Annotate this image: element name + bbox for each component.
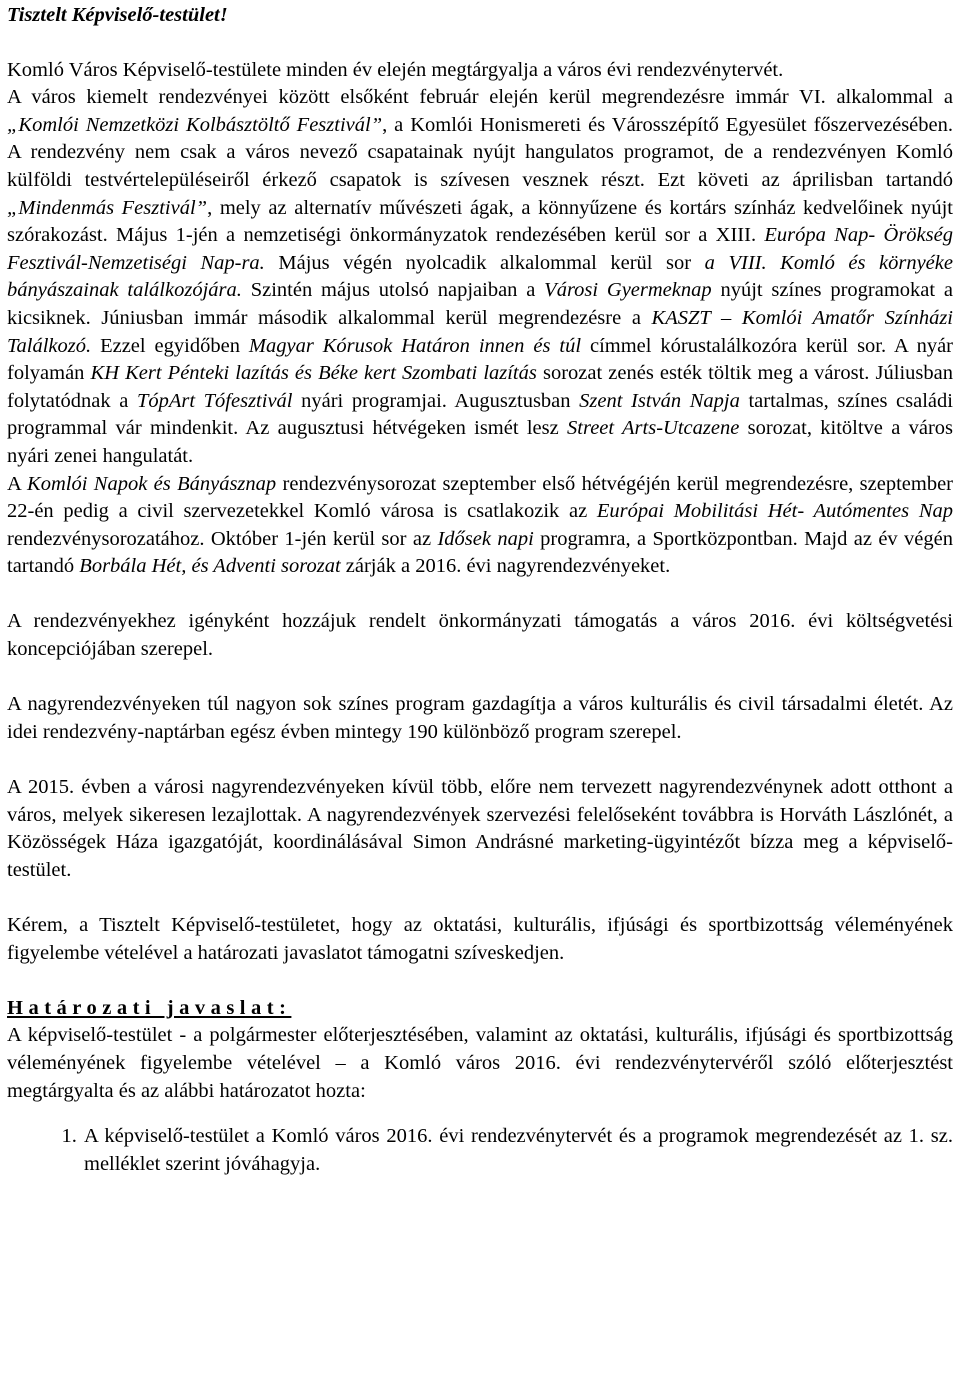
event-name: Street Arts-Utcazene [567,417,740,440]
text-segment: nyújt színes programokat a kicsiknek. Júniusban immár második alkalommal kerül megrendezésre a [7,279,953,329]
text-segment: Május végén nyolcadik alkalommal kerül sor [264,251,705,274]
event-name: TópArt Tófesztivál [136,389,293,412]
text-segment: rendezvénysorozat szeptember első hétvégéjén kerül megrendezésre, szeptember 22-én pedig a civil szervezetekkel Komló városa is csatlakozik az [7,472,954,523]
event-name: Komlói Napok és Bányásznap [27,472,277,495]
event-name: Európai Mobilitási Hét- Autómentes Nap [596,500,954,523]
resolution-item: 1. A képviselő-testület a Komló város 2016. évi rendezvénytervét és a programok megrendezését az 1. sz. melléklet szerint jóváhagyja. [82,1123,953,1178]
text-segment: , a Komlói Honismereti és Városszépítő Egyesület főszervezésében. A rendezvény nem csak a város nevező csapatainak nyújt hangulatos programot, de a rendezvényen Komló külföldi testvértelepüléseiről érkező csapatok is szívesen vesznek részt. Ezt követi az áprilisban tartandó [7,113,953,191]
text-segment: programra, a Sportközpontban. Majd az év végén tartandó [7,527,953,578]
event-name: KH Kert Pénteki lazítás és Béke kert Szombati lazítás [90,362,537,385]
event-name: a VIII. Komló és környéke bányászainak találkozójára. [7,251,953,302]
paragraph-intro: Komló Város Képviselő-testülete minden év elején megtárgyalja a város évi rendezvénytervét. [7,58,784,81]
event-name: KASZT – Komlói Amatőr Színházi Találkozó. [7,306,953,357]
text-segment: címmel kórustalálkozóra kerül sor. A nyár folyamán [7,334,953,385]
event-name: Borbála Hét, és Adventi sorozat [79,555,341,578]
text-segment: tartalmas, színes családi programmal vár mindenkit. Az augusztusi hétvégeken ismét lesz [7,389,953,440]
text-segment: A [7,472,28,495]
event-name: Európa Nap- Örökség Fesztivál-Nemzetiségi Nap-ra. [7,224,953,274]
paragraph-events [7,84,953,470]
paragraph-programs: A nagyrendezvényeken túl nagyon sok színes program gazdagítja a város kulturális és civil társadalmi életét. Az idei rendezvény-naptárban egész évben mintegy 190 különböző program szerepel. [7,693,953,743]
resolution-heading: Határozati javaslat: [7,996,292,1019]
paragraph-events-autumn [7,471,953,581]
text-segment: , mely az alternatív művészeti ágak, a könnyűzene és kortárs színház kedvelőinek nyújt szórakozást. Május 1-jén a nemzetiségi önkormányzatok rendezésében kerül sor a XIII. [7,196,953,247]
text-segment: rendezvénysorozatához. Október 1-jén kerül sor az [7,527,438,550]
event-name: Városi Gyermeknap [544,279,712,302]
paragraph-request: Kérem, a Tisztelt Képviselő-testületet, hogy az oktatási, kulturális, ifjúsági és sportbizottság véleményének figyelembe vételével a határozati javaslatot támogatni szíveskedjen. [7,914,953,964]
paragraph-2015: A 2015. évben a városi nagyrendezvényeken kívül több, előre nem tervezett nagyrendezvénynek adott otthont a város, melyek sikeresen lezajlottak. A nagyrendezvények szervezési felelőseként továbbra is Horváth Lászlónét, a Közösségek Háza igazgatóját, koordinálásával Simon Andrásné marketing-ügyintézőt bízza meg a képviselő-testület. [7,776,953,881]
event-name: Szent István Napja [579,389,740,412]
text-segment: sorozat, kitöltve a város nyári zenei hangulatát. [7,417,953,467]
text-segment: Ezzel egyidőben [91,334,249,357]
paragraph-funding: A rendezvényekhez igényként hozzájuk rendelt önkormányzati támogatás a város 2016. évi költségvetési koncepciójában szerepel. [7,610,953,661]
event-name: „Mindenmás Fesztivál” [7,196,208,219]
event-name: Idősek napi [437,527,534,550]
event-name: „Komlói Nemzetközi Kolbásztöltő Fesztivál” [7,113,383,136]
paragraph-resolution: A képviselő-testület - a polgármester előterjesztésében, valamint az oktatási, kulturális, ifjúsági és sportbizottság véleményének figyelembe vételével – a Komló város 2016. évi rendezvénytervéről szóló előterjesztést megtárgyalta és az alábbi határozatot hozta: [7,1024,953,1102]
text-segment: sorozat zenés esték töltik meg a várost. Júliusban folytatódnak a [7,362,953,412]
resolution-list [7,1123,953,1178]
text-segment: zárják a 2016. évi nagyrendezvényeket. [340,555,671,578]
event-name: Magyar Kórusok Határon innen és túl [248,334,582,357]
text-segment: nyári programjai. Augusztusban [292,389,580,412]
text-segment: Szintén május utolsó napjaiban a [241,279,545,302]
text-segment: A város kiemelt rendezvényei között elsőként február elején kerül megrendezésre immár VI. alkalommal a [7,86,953,109]
salutation: Tisztelt Képviselő-testület! [7,4,228,26]
